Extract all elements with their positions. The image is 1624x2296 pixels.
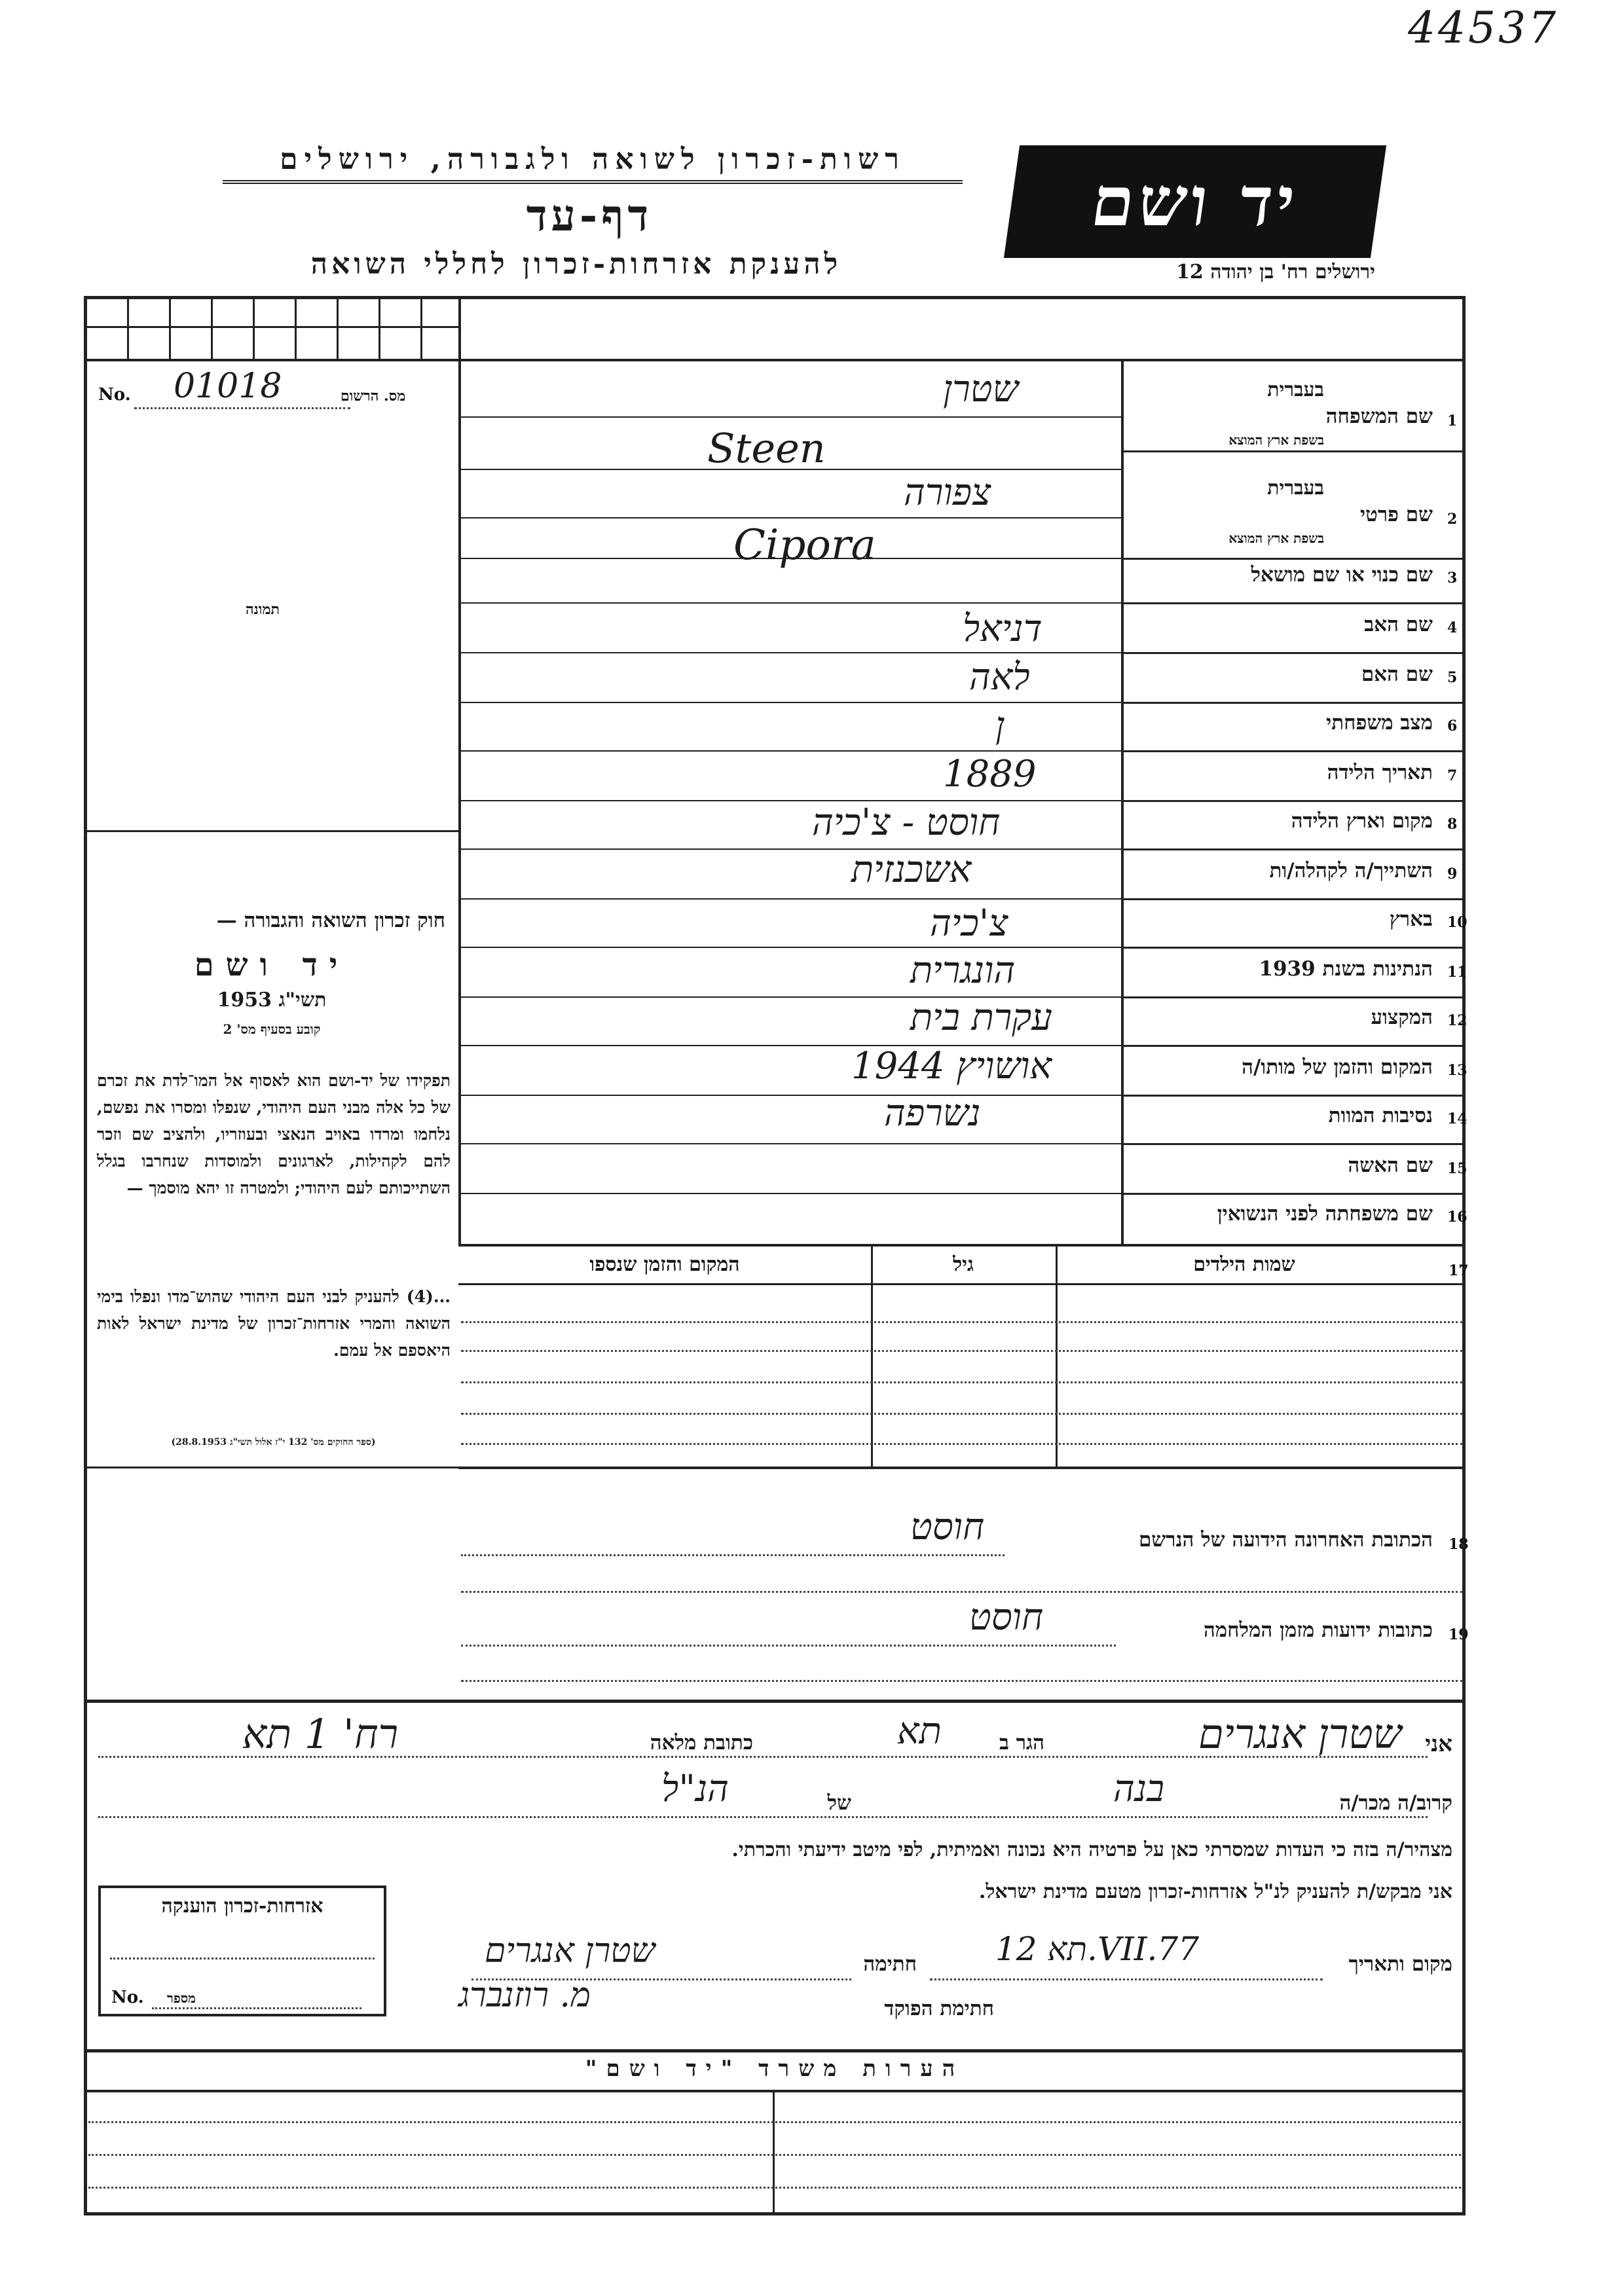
law-title: חוק זכרון השואה והגבורה — bbox=[216, 909, 445, 932]
hebrew-sublabel: בעברית bbox=[1267, 477, 1324, 500]
field-label-maiden-name: שם משפחתה לפני הנשואין bbox=[1217, 1202, 1433, 1226]
lives-in-value: תא bbox=[897, 1710, 942, 1753]
divider bbox=[1121, 602, 1466, 604]
field-number: 8 bbox=[1447, 816, 1458, 833]
yad-vashem-logo: יד ושם bbox=[1004, 145, 1386, 258]
field-label-death-circumstances: נסיבות המוות bbox=[1328, 1104, 1433, 1127]
law-year: תשי"ג 1953 bbox=[217, 989, 327, 1011]
field-number: 18 bbox=[1449, 1536, 1469, 1553]
full-address-value: רח' 1 תא bbox=[242, 1710, 399, 1758]
field-label-mother-name: שם האם bbox=[1361, 663, 1433, 686]
field-number: 14 bbox=[1447, 1110, 1467, 1127]
signature-label: חתימה bbox=[863, 1952, 917, 1976]
place-date-value: תא 12.VII.77 bbox=[995, 1930, 1200, 1968]
field-label-community: השתייך/ה לקהלה/ות bbox=[1269, 859, 1433, 883]
field-label-country: בארץ bbox=[1389, 907, 1433, 931]
place-date-label: מקום ותאריך bbox=[1348, 1952, 1452, 1976]
stamp-no-label: No. bbox=[111, 1988, 144, 2007]
field-label-birth-place: מקום וארץ הלידה bbox=[1291, 809, 1433, 833]
local-sublabel: בשפת ארץ המוצא bbox=[1228, 530, 1324, 546]
value-line bbox=[98, 1816, 1428, 1818]
value-line bbox=[461, 1193, 1121, 1194]
value-line bbox=[461, 517, 1121, 519]
field-number: 16 bbox=[1447, 1209, 1467, 1226]
divider bbox=[1121, 1193, 1466, 1195]
value-line bbox=[461, 416, 1121, 418]
field-number: 10 bbox=[1447, 914, 1467, 931]
divider bbox=[84, 1467, 460, 1468]
mother-name-value: לאה bbox=[969, 656, 1030, 699]
notes-line bbox=[88, 2187, 1461, 2189]
divider bbox=[1121, 1045, 1466, 1047]
registration-number: 01018 bbox=[174, 367, 282, 406]
divider bbox=[84, 359, 1466, 361]
value-line bbox=[461, 702, 1121, 703]
field-number: 4 bbox=[1447, 619, 1458, 636]
last-address-label: הכתובת האחרונה הידועה של הנרשם bbox=[1138, 1528, 1433, 1552]
form-subtitle: להענקת אזרחות-זכרון לחללי השואה bbox=[310, 247, 842, 281]
full-address-label: כתובת מלאה bbox=[650, 1731, 753, 1755]
divider bbox=[1121, 652, 1466, 654]
logo-address: ירושלים רח' בן יהודה 12 bbox=[1176, 261, 1375, 283]
divider bbox=[1121, 558, 1466, 560]
divider bbox=[84, 830, 460, 832]
law-citation: (ספר החוקים מס' 132 י"ז אלול תשי"ג 28.8.1953) bbox=[171, 1437, 376, 1448]
community-value: אשכנזית bbox=[851, 848, 972, 891]
law-text: תפקידו של יד-ושם הוא לאסוף אל המו־לדת את זכרם של כל אלה מבני העם היהודי, שנפלו ומסרו את נפשם, נלחמו ומרדו באויב הנאצי ובעוזריו, ולהציב שם וזכר להם לקהילות, לארגונים ולמוסדות שנחרבו בגלל השתייכותם לעם היהודי; ולמטרה זו יהא מוסמך — bbox=[97, 1071, 451, 1197]
father-name-value: דניאל bbox=[963, 608, 1043, 650]
divider bbox=[84, 1700, 1466, 1703]
notes-line bbox=[88, 2121, 1461, 2123]
country-value: צ'כיה bbox=[930, 902, 1008, 945]
local-sublabel: בשפת ארץ המוצא bbox=[1228, 432, 1324, 448]
notes-title: הערות משרד "יד ושם" bbox=[585, 2056, 965, 2082]
value-line bbox=[461, 848, 1121, 850]
field-label-family-name: שם המשפחה bbox=[1325, 405, 1433, 428]
officer-signature-label: חתימת הפוקד bbox=[884, 1997, 994, 2020]
profession-value: עקרת בית bbox=[910, 996, 1052, 1039]
family-name-hebrew-value: שטרן bbox=[943, 368, 1019, 410]
field-number: 2 bbox=[1447, 511, 1458, 528]
declarant-prefix: אני bbox=[1425, 1731, 1452, 1757]
value-line bbox=[110, 1958, 375, 1959]
value-line bbox=[152, 2007, 361, 2009]
divider bbox=[211, 299, 213, 359]
divider bbox=[458, 299, 461, 1245]
divider bbox=[1121, 450, 1466, 452]
divider bbox=[871, 1247, 873, 1469]
field-number: 1 bbox=[1447, 412, 1458, 429]
first-name-hebrew-value: צפורה bbox=[904, 471, 991, 514]
value-line bbox=[98, 1756, 1428, 1758]
marital-status-value: ן bbox=[995, 704, 1005, 747]
divider bbox=[169, 299, 171, 359]
divider bbox=[1056, 1247, 1058, 1469]
divider bbox=[458, 1244, 1466, 1247]
war-address-value: חוסט bbox=[969, 1596, 1044, 1639]
photo-label: תמונה bbox=[246, 601, 280, 618]
divider bbox=[1121, 750, 1466, 752]
table-row bbox=[461, 1443, 1463, 1445]
divider bbox=[84, 326, 460, 328]
war-address-label: כתובות ידועות מזמן המלחמה bbox=[1203, 1618, 1433, 1642]
divider bbox=[458, 1283, 1466, 1285]
authority-name: רשות-זכרון לשואה ולגבורה, ירושלים bbox=[223, 143, 963, 184]
divider bbox=[295, 299, 297, 359]
first-name-local-value: Cipora bbox=[733, 521, 876, 570]
form-title: דף-עד bbox=[526, 190, 653, 241]
divider bbox=[420, 299, 422, 359]
stamp-number-label: מספר bbox=[167, 1990, 196, 2006]
hebrew-sublabel: בעברית bbox=[1267, 378, 1324, 401]
value-line bbox=[461, 1143, 1121, 1144]
death-place-time-value: אושויץ 1944 bbox=[851, 1045, 1052, 1087]
divider bbox=[1121, 1095, 1466, 1097]
registration-line bbox=[134, 407, 350, 409]
notes-line bbox=[88, 2154, 1461, 2156]
divider bbox=[1121, 947, 1466, 949]
field-number: 13 bbox=[1447, 1062, 1467, 1079]
divider bbox=[1121, 800, 1466, 802]
divider bbox=[458, 1467, 1466, 1469]
divider bbox=[253, 299, 255, 359]
field-label-marital-status: מצב משפחתי bbox=[1326, 711, 1433, 735]
value-line bbox=[461, 800, 1121, 801]
lives-in-label: הגר ב bbox=[999, 1731, 1044, 1755]
stamp-box-title: אזרחות-זכרון הוענקה bbox=[161, 1895, 323, 1918]
officer-signature-value: מ. רוזנברג bbox=[458, 1976, 591, 2015]
field-number: 12 bbox=[1447, 1012, 1467, 1029]
field-label-wife-name: שם האשה bbox=[1348, 1154, 1433, 1177]
law-clause: קובע בסעיף מס' 2 bbox=[223, 1021, 321, 1037]
field-number: 5 bbox=[1447, 669, 1458, 686]
children-header-age: גיל bbox=[953, 1253, 974, 1276]
family-name-local-value: Steen bbox=[707, 424, 826, 472]
field-label-father-name: שם האב bbox=[1364, 613, 1433, 636]
table-row bbox=[461, 1350, 1463, 1352]
field-number: 15 bbox=[1447, 1160, 1467, 1177]
value-line bbox=[461, 898, 1121, 900]
value-line bbox=[461, 1591, 1463, 1593]
field-label-nickname: שם כנוי או שם מושאל bbox=[1251, 563, 1433, 587]
registration-prefix: No. bbox=[98, 385, 131, 405]
divider bbox=[337, 299, 339, 359]
table-row bbox=[461, 1321, 1463, 1323]
value-line bbox=[461, 602, 1121, 604]
signature-value: שטרן אנגרים bbox=[485, 1931, 655, 1971]
children-header-names: שמות הילדים bbox=[1193, 1253, 1295, 1276]
death-circumstances-value: נשרפה bbox=[884, 1092, 981, 1135]
field-label-death-place-time: המקום והזמן של מותו/ה bbox=[1242, 1055, 1433, 1079]
divider bbox=[1121, 702, 1466, 704]
field-number: 17 bbox=[1449, 1262, 1469, 1279]
law-text-clause-4: ...(4) להעניק לבני העם היהודי שהוש־מדו ונפלו בימי השואה והמרי אזרחות־זכרון של מדינת ישראל לאות היאספם אל עמם. bbox=[97, 1287, 451, 1360]
field-label-first-name: שם פרטי bbox=[1359, 503, 1433, 526]
relation-value: בנה bbox=[1113, 1768, 1165, 1810]
last-address-value: חוסט bbox=[910, 1506, 985, 1548]
divider bbox=[84, 2090, 1466, 2092]
divider bbox=[1121, 1143, 1466, 1145]
value-line bbox=[461, 1554, 1005, 1556]
table-row bbox=[461, 1381, 1463, 1383]
declarant-name: שטרן אנגרים bbox=[1198, 1710, 1402, 1758]
value-line bbox=[461, 947, 1121, 948]
archive-number: 44537 bbox=[1408, 3, 1559, 53]
birth-place-value: חוסט - צ'כיה bbox=[812, 801, 1001, 844]
table-row bbox=[461, 1413, 1463, 1415]
divider bbox=[127, 299, 129, 359]
declaration-statement: מצהיר/ה בזה כי העדות שמסרתי כאן על פרטיה היא נכונה ואמיתית, לפי מיטב ידיעתי והכרתי. bbox=[731, 1838, 1452, 1861]
request-statement: אני מבקש/ת להעניק לנ"ל אזרחות-זכרון מטעם מדינת ישראל. bbox=[978, 1880, 1452, 1903]
field-number: 19 bbox=[1449, 1626, 1469, 1643]
birth-date-value: 1889 bbox=[943, 753, 1037, 795]
divider bbox=[1121, 996, 1466, 998]
divider bbox=[1121, 898, 1466, 900]
value-line bbox=[461, 652, 1121, 653]
field-label-profession: המקצוע bbox=[1371, 1006, 1433, 1029]
divider bbox=[378, 299, 380, 359]
children-header-place-time: המקום והזמן שנספו bbox=[589, 1253, 740, 1276]
relative-label: קרוב/ה מכר/ה bbox=[1339, 1791, 1452, 1815]
field-label-birth-date: תאריך הלידה bbox=[1327, 761, 1433, 784]
field-number: 3 bbox=[1447, 570, 1458, 587]
of-value: הנ"ל bbox=[661, 1768, 729, 1810]
registration-label: מס. הרשום bbox=[341, 388, 406, 405]
value-line bbox=[461, 1095, 1121, 1096]
value-line bbox=[461, 1645, 1116, 1647]
of-label: של bbox=[827, 1791, 851, 1815]
value-line bbox=[930, 1978, 1323, 1980]
divider bbox=[84, 2049, 1466, 2052]
field-number: 7 bbox=[1447, 767, 1458, 784]
field-number: 6 bbox=[1447, 718, 1458, 735]
field-number: 11 bbox=[1447, 964, 1467, 981]
divider bbox=[773, 2091, 775, 2214]
citizenship-value: הונגרית bbox=[910, 949, 1016, 992]
value-line bbox=[461, 750, 1121, 752]
value-line bbox=[461, 1680, 1463, 1682]
field-number: 9 bbox=[1447, 866, 1458, 883]
law-name: יד ושם bbox=[194, 947, 350, 983]
field-label-citizenship-1939: הנתינות בשנת 1939 bbox=[1259, 957, 1433, 981]
divider bbox=[1121, 848, 1466, 850]
